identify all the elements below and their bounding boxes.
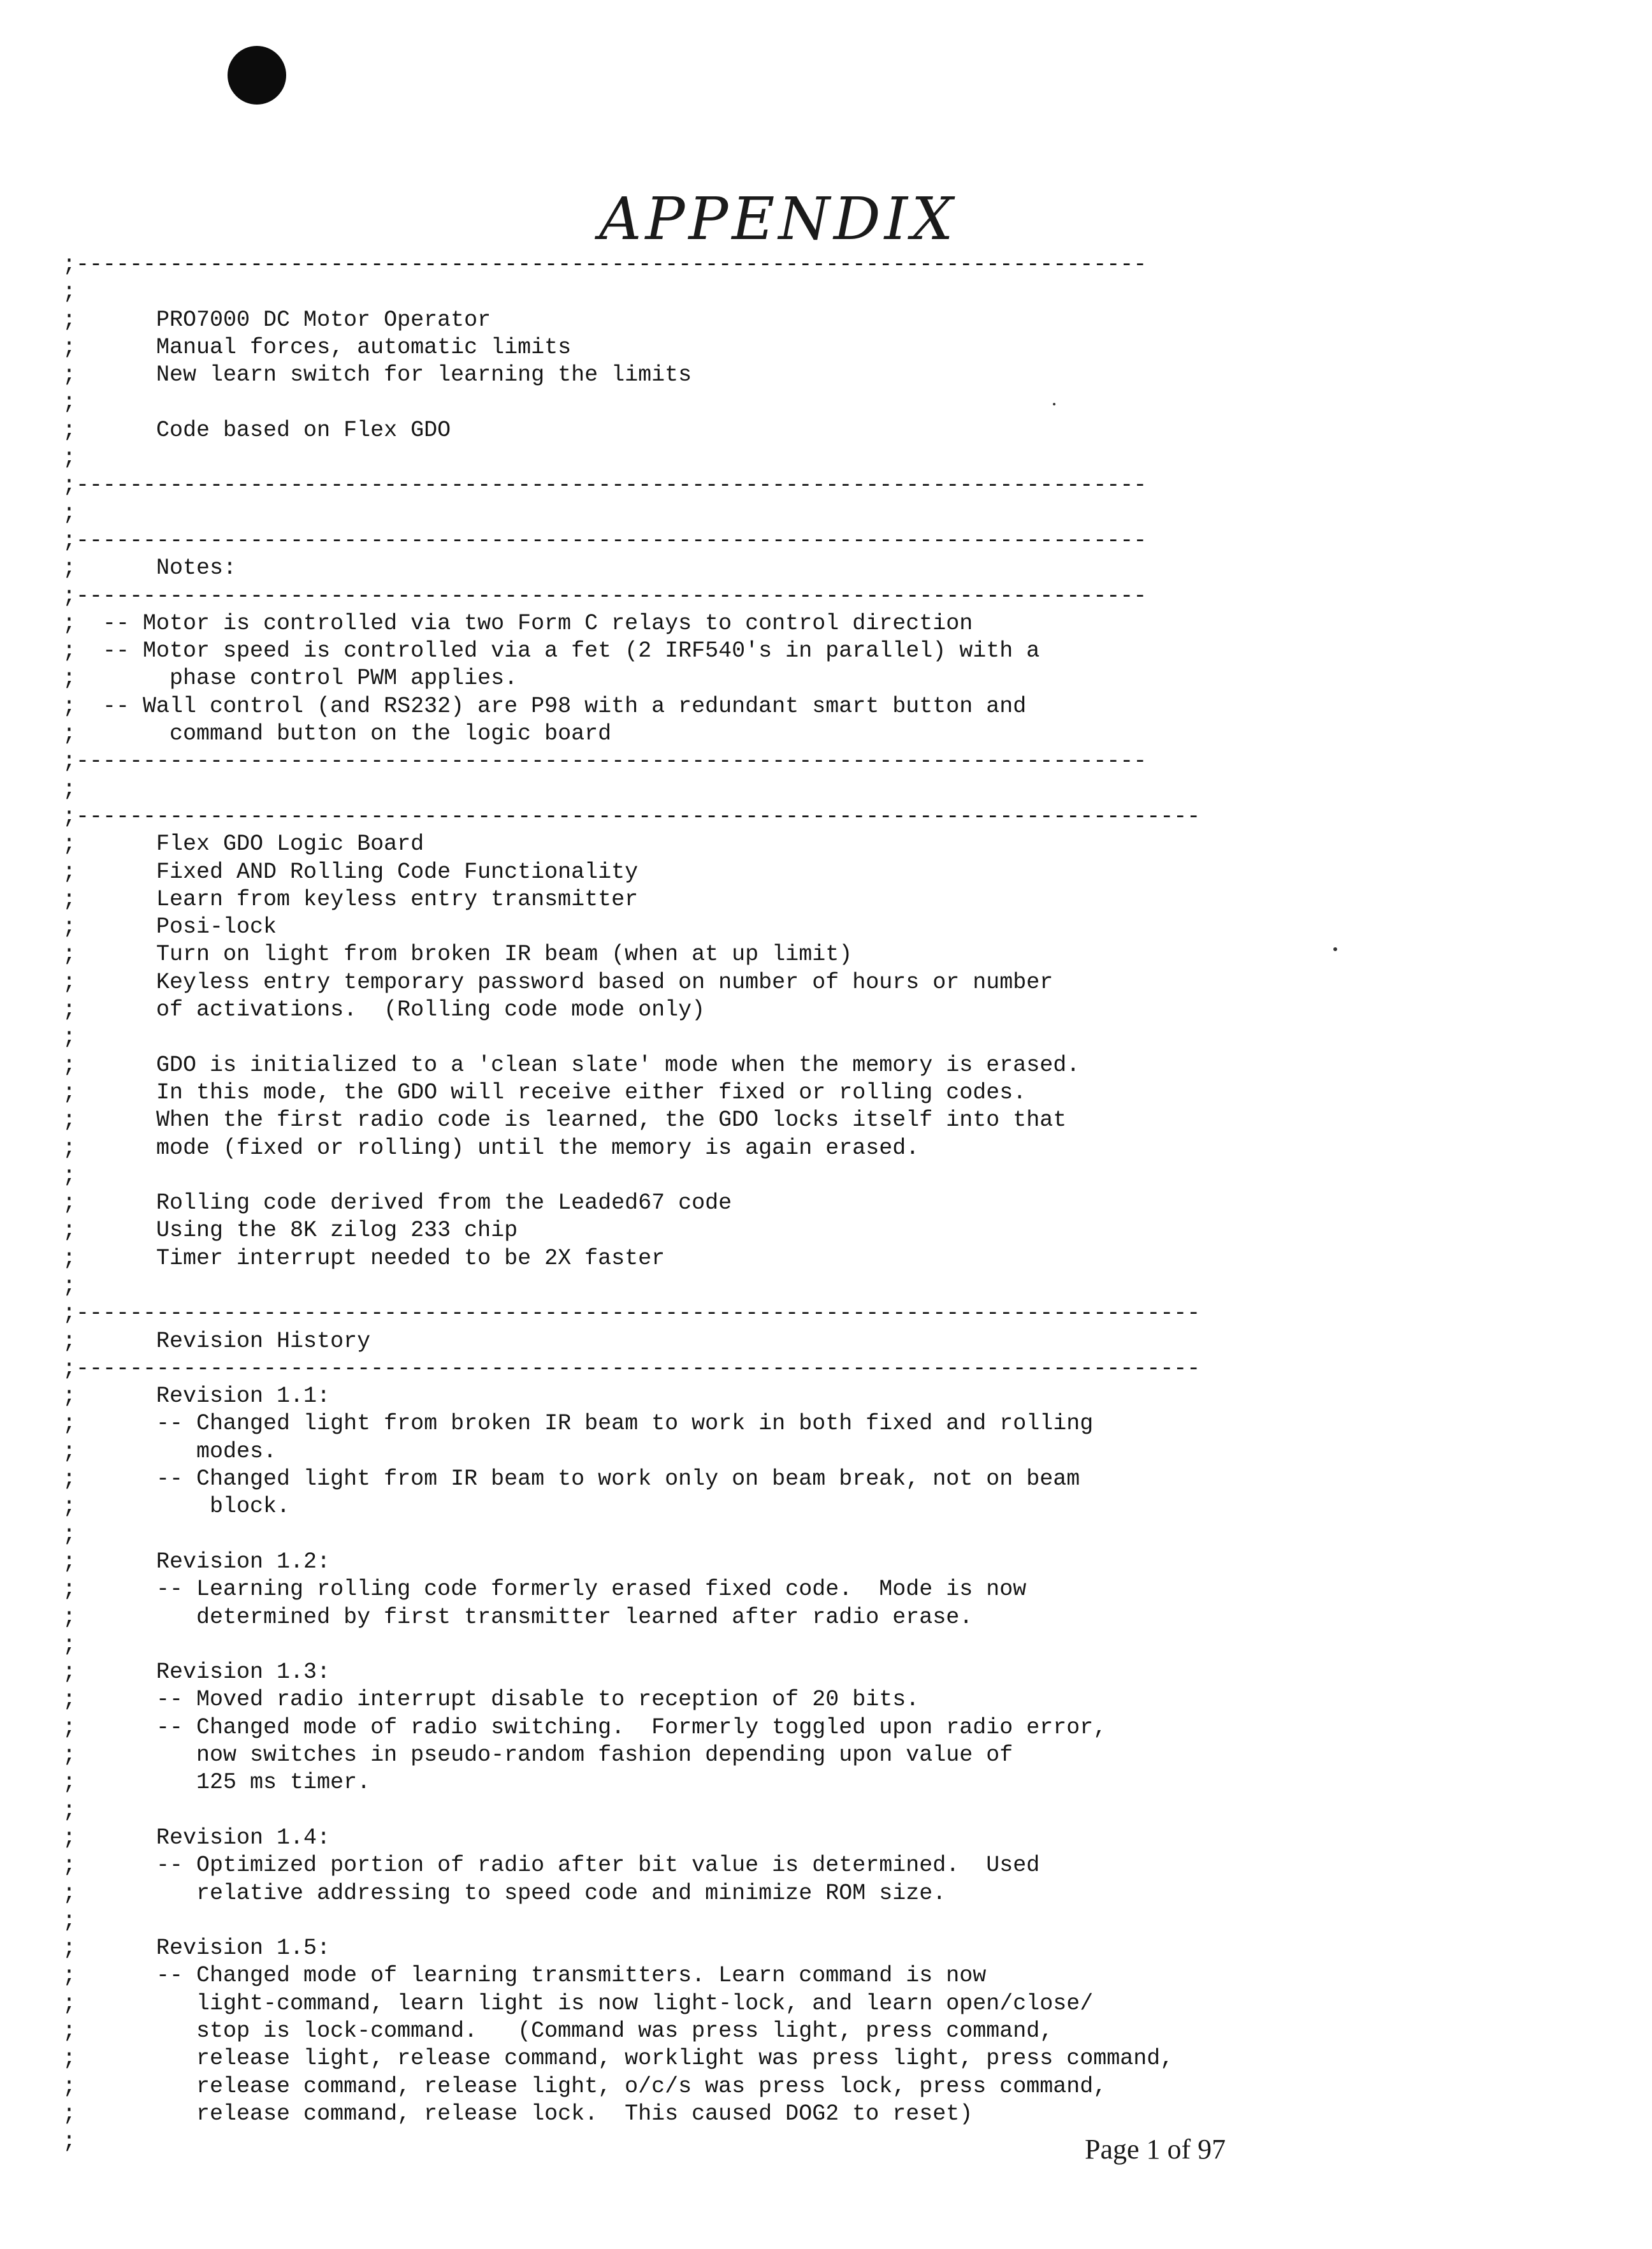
code-line: ; (62, 445, 76, 471)
code-line: ; -- Changed light from broken IR beam to work in both fixed and rolling (62, 1411, 1094, 1437)
code-line: ; Keyless entry temporary password based on number of hours or number (62, 969, 1054, 995)
code-line: ; Code based on Flex GDO (62, 417, 451, 443)
code-line: ; relative addressing to speed code and minimize ROM size. (62, 1880, 946, 1906)
code-line: ; -- Motor speed is controlled via a fet (2 IRF540's in parallel) with a (62, 638, 1040, 664)
code-line: ;-------------------------------------------------------------------------------- (62, 527, 1147, 553)
code-line: ; Rolling code derived from the Leaded67 code (62, 1190, 732, 1216)
code-line: ; GDO is initialized to a 'clean slate' mode when the memory is erased. (62, 1052, 1080, 1078)
code-line: ; stop is lock-command. (Command was press light, press command, (62, 2018, 1054, 2044)
code-line: ; Revision 1.3: (62, 1659, 331, 1685)
code-line: ; (62, 1024, 76, 1051)
code-line: ; (62, 1797, 76, 1823)
code-line: ; phase control PWM applies. (62, 666, 518, 692)
code-line: ; modes. (62, 1438, 277, 1464)
code-line: ; -- Wall control (and RS232) are P98 with a redundant smart button and (62, 693, 1027, 719)
code-line: ; Timer interrupt needed to be 2X faster (62, 1245, 665, 1271)
code-line: ; (62, 389, 76, 416)
code-line: ; command button on the logic board (62, 721, 612, 747)
code-line: ; (62, 1631, 76, 1657)
code-line: ; release command, release light, o/c/s was press lock, press command, (62, 2073, 1107, 2099)
code-line: ; Using the 8K zilog 233 chip (62, 1218, 518, 1244)
code-line: ; Revision 1.1: (62, 1383, 331, 1409)
code-line: ; -- Moved radio interrupt disable to reception of 20 bits. (62, 1687, 920, 1713)
code-line: ; (62, 1521, 76, 1547)
code-line: ; light-command, learn light is now light-lock, and learn open/close/ (62, 1990, 1094, 2016)
code-line: ; Revision 1.4: (62, 1824, 331, 1851)
code-line: ;------------------------------------------------------------------------------------ (62, 803, 1201, 829)
code-line: ; Manual forces, automatic limits (62, 334, 572, 360)
code-line: ;-------------------------------------------------------------------------------- (62, 583, 1147, 609)
code-line: ; -- Optimized portion of radio after bit value is determined. Used (62, 1852, 1040, 1879)
code-line: ; now switches in pseudo-random fashion depending upon value of (62, 1742, 1013, 1768)
code-line: ; Flex GDO Logic Board (62, 831, 424, 857)
code-line: ;-------------------------------------------------------------------------------- (62, 748, 1147, 775)
code-line: ;-------------------------------------------------------------------------------- (62, 252, 1147, 277)
code-line: ; -- Changed mode of learning transmitters. Learn command is now (62, 1963, 987, 1989)
code-line: ; release light, release command, worklight was press light, press command, (62, 2046, 1174, 2072)
code-line: ; (62, 279, 76, 305)
code-line: ; PRO7000 DC Motor Operator (62, 307, 491, 333)
code-line: ; of activations. (Rolling code mode only) (62, 997, 706, 1023)
code-line: ; -- Motor is controlled via two Form C relays to control direction (62, 610, 973, 636)
code-line: ; (62, 1162, 76, 1188)
scan-speck (1333, 947, 1337, 951)
source-code-listing (62, 251, 1286, 2155)
code-line: ;------------------------------------------------------------------------------------ (62, 1300, 1201, 1327)
code-line: ; -- Learning rolling code formerly erased fixed code. Mode is now (62, 1576, 1027, 1603)
code-line: ; Turn on light from broken IR beam (when at up limit) (62, 942, 853, 968)
code-line: ; block. (62, 1494, 291, 1520)
code-line: ; Posi-lock (62, 914, 277, 940)
code-line: ; Revision 1.2: (62, 1548, 331, 1575)
appendix-handwritten-title: APPENDIX (599, 185, 957, 253)
page-number: Page 1 of 97 (1085, 2134, 1226, 2165)
code-line: ; New learn switch for learning the limits (62, 362, 692, 388)
code-line: ; Learn from keyless entry transmitter (62, 886, 639, 912)
code-line: ; In this mode, the GDO will receive either fixed or rolling codes. (62, 1079, 1027, 1105)
code-line: ;------------------------------------------------------------------------------------ (62, 1355, 1201, 1381)
code-line: ; mode (fixed or rolling) until the memory is again erased. (62, 1135, 920, 1161)
code-line: ; (62, 1272, 76, 1299)
punch-hole (228, 46, 286, 105)
code-line: ; Fixed AND Rolling Code Functionality (62, 859, 639, 885)
code-line: ; Revision History (62, 1328, 371, 1354)
code-line: ; (62, 1907, 76, 1933)
code-line: ;-------------------------------------------------------------------------------- (62, 472, 1147, 499)
code-line: ; (62, 500, 76, 526)
scan-speck (1053, 403, 1055, 405)
code-line: ; -- Changed light from IR beam to work only on beam break, not on beam (62, 1466, 1080, 1492)
code-line: ; Notes: (62, 555, 237, 581)
code-line: ; -- Changed mode of radio switching. Formerly toggled upon radio error, (62, 1714, 1107, 1740)
code-line: ; release command, release lock. This caused DOG2 to reset) (62, 2100, 973, 2127)
code-line: ; (62, 776, 76, 802)
code-line: ; 125 ms timer. (62, 1770, 371, 1796)
code-line: ; When the first radio code is learned, the GDO locks itself into that (62, 1107, 1067, 1133)
code-line: ; determined by first transmitter learned after radio erase. (62, 1604, 973, 1630)
code-line: ; (62, 2129, 76, 2155)
code-line: ; Revision 1.5: (62, 1935, 331, 1962)
